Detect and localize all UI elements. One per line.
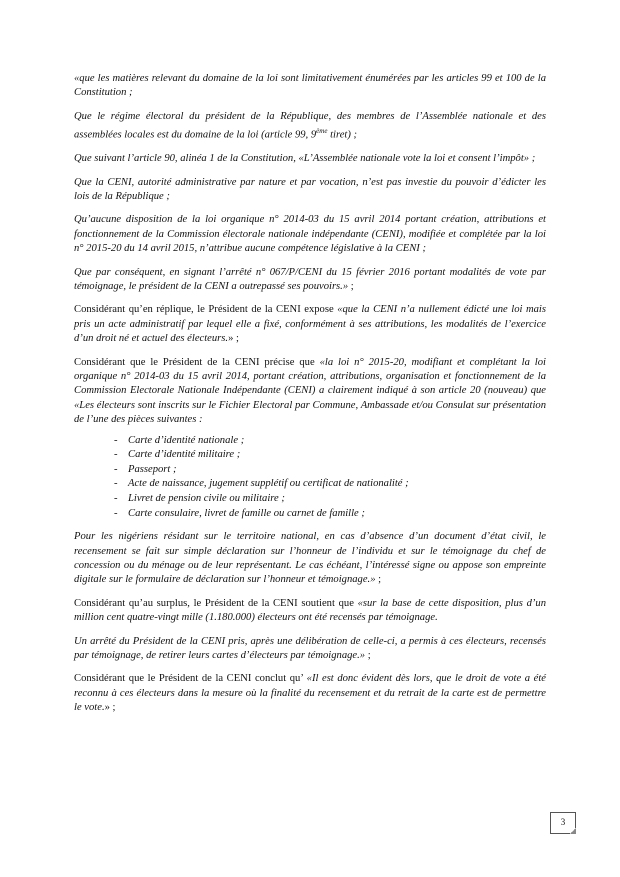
paragraph-text: Que le régime électoral du président de la République, des membres de l’Assemblée nationale et des assemblées locales est du domaine de la loi (article 99, 9 bbox=[74, 110, 546, 141]
paragraph-text: Considérant qu’en réplique, le Président de la CENI expose bbox=[74, 304, 338, 316]
document-body bbox=[74, 72, 546, 725]
paragraph-text: «la loi n° 2015-20, modifiant et complétant la loi organique n° 2014-03 du 15 avril 2014, portant création, attributions, organisation et fonctionnement de la Commission Electorale Nationale Indépendante (CENI) a clairement indiqué à son article 20 (nouveau) que «Les électeurs sont inscrits sur le Fichier Electoral par Commune, Ambassade et/ou Consulat sur présentation de l’une des pièces suivantes : bbox=[74, 356, 546, 426]
paragraph-text: » ; bbox=[104, 702, 116, 714]
paragraph-arrete-president bbox=[74, 635, 546, 664]
list-item: - Carte consulaire, livret de famille ou carnet de famille ; bbox=[74, 507, 546, 522]
paragraph-text: ; bbox=[375, 574, 382, 586]
paragraph-text: Pour les nigériens résidant sur le territoire national, en cas d’absence d’un document d’état civil, le recensement se fait sur simple déclaration sur l’honneur de l’individu et sur le témoignage du chef de concession ou du ménage ou de leur représentant. Le cas échéant, l’intéressé signe ou appose son empreinte digitale sur le formulaire de déclaration sur l’honneur et témoignage.» bbox=[74, 531, 546, 586]
paragraph-surplus bbox=[74, 597, 546, 626]
paragraph-regime-electoral bbox=[74, 110, 546, 143]
paragraph-text: «sur la base de cette disposition, plus d’un million cent quatre-vingt mille (1.180.000) électeurs ont été recensés par témoignage. bbox=[74, 597, 547, 624]
paragraph-text: Un arrêté du Président de la CENI pris, après une délibération de celle-ci, a permis à ces électeurs, recensés par témoignage, de retirer leurs cartes d’électeurs par témoignage.» bbox=[74, 635, 546, 662]
paragraph-nigeriens bbox=[74, 530, 546, 588]
paragraph-conclusion bbox=[74, 672, 546, 715]
paragraph-replique bbox=[74, 303, 546, 346]
paragraph-text: Considérant qu’au surplus, le Président de la CENI soutient que bbox=[74, 597, 358, 609]
paragraph-ceni-autorite: Que la CENI, autorité administrative par nature et par vocation, n’est pas investie du pouvoir d’édicter les lois de la République ; bbox=[74, 176, 546, 202]
list-item: - Passeport ; bbox=[74, 463, 546, 478]
page-number: 3 bbox=[550, 812, 576, 834]
paragraph-article-90: Que suivant l’article 90, alinéa 1 de la Constitution, «L’Assemblée nationale vote la loi et consent l’impôt» ; bbox=[74, 153, 536, 165]
list-item: - Acte de naissance, jugement supplétif ou certificat de nationalité ; bbox=[74, 477, 546, 492]
paragraph-text: Que par conséquent, en signant l’arrêté n° 067/P/CENI du 15 février 2016 portant modalités de vote par témoignage, le président de la CENI a outrepassé ses pouvoirs.» bbox=[74, 266, 546, 292]
superscript-eme: ème bbox=[316, 127, 328, 136]
list-item: - Carte d’identité militaire ; bbox=[74, 448, 546, 463]
paragraph-loi-organique: Qu’aucune disposition de la loi organique n° 2014-03 du 15 avril 2014 portant création, attributions et fonctionnement de la Commission électorale nationale indépendante (CENI), modifiée et complétée par la loi n° 2015-20 du 14 avril 2015, n’attribue aucune compétence législative à la CENI ; bbox=[74, 214, 546, 255]
paragraph-text: » ; bbox=[228, 333, 239, 345]
list-item: - Livret de pension civile ou militaire ; bbox=[74, 492, 546, 507]
paragraph-text: ; bbox=[348, 281, 354, 292]
paragraph-precise bbox=[74, 356, 546, 428]
paragraph-text: tiret) ; bbox=[327, 129, 358, 141]
paragraph-text: Considérant que le Président de la CENI précise que bbox=[74, 356, 320, 368]
paragraph-text: Considérant que le Président de la CENI conclut qu’ bbox=[74, 673, 307, 685]
paragraph-text: «que la CENI n’a nullement édicté une loi mais pris un acte administratif par lequel elle a fixé, conformément à ses attributions, les modalités de l’exercice d’un droit né et actuel des électeurs. bbox=[74, 304, 546, 345]
paragraph-text: «Il est donc évident dès lors, que le droit de vote a été reconnu à ces électeurs dans la mesure où la finalité du recensement et du retrait de la carte est de permettre le vote. bbox=[74, 673, 546, 714]
documents-list bbox=[74, 434, 546, 522]
paragraph-text: ; bbox=[365, 650, 371, 662]
list-item: - Carte d’identité nationale ; bbox=[74, 434, 546, 449]
paragraph-matieres-loi: «que les matières relevant du domaine de la loi sont limitativement énumérées par les articles 99 et 100 de la Constitution ; bbox=[74, 73, 546, 99]
paragraph-arrete-067 bbox=[74, 266, 546, 295]
